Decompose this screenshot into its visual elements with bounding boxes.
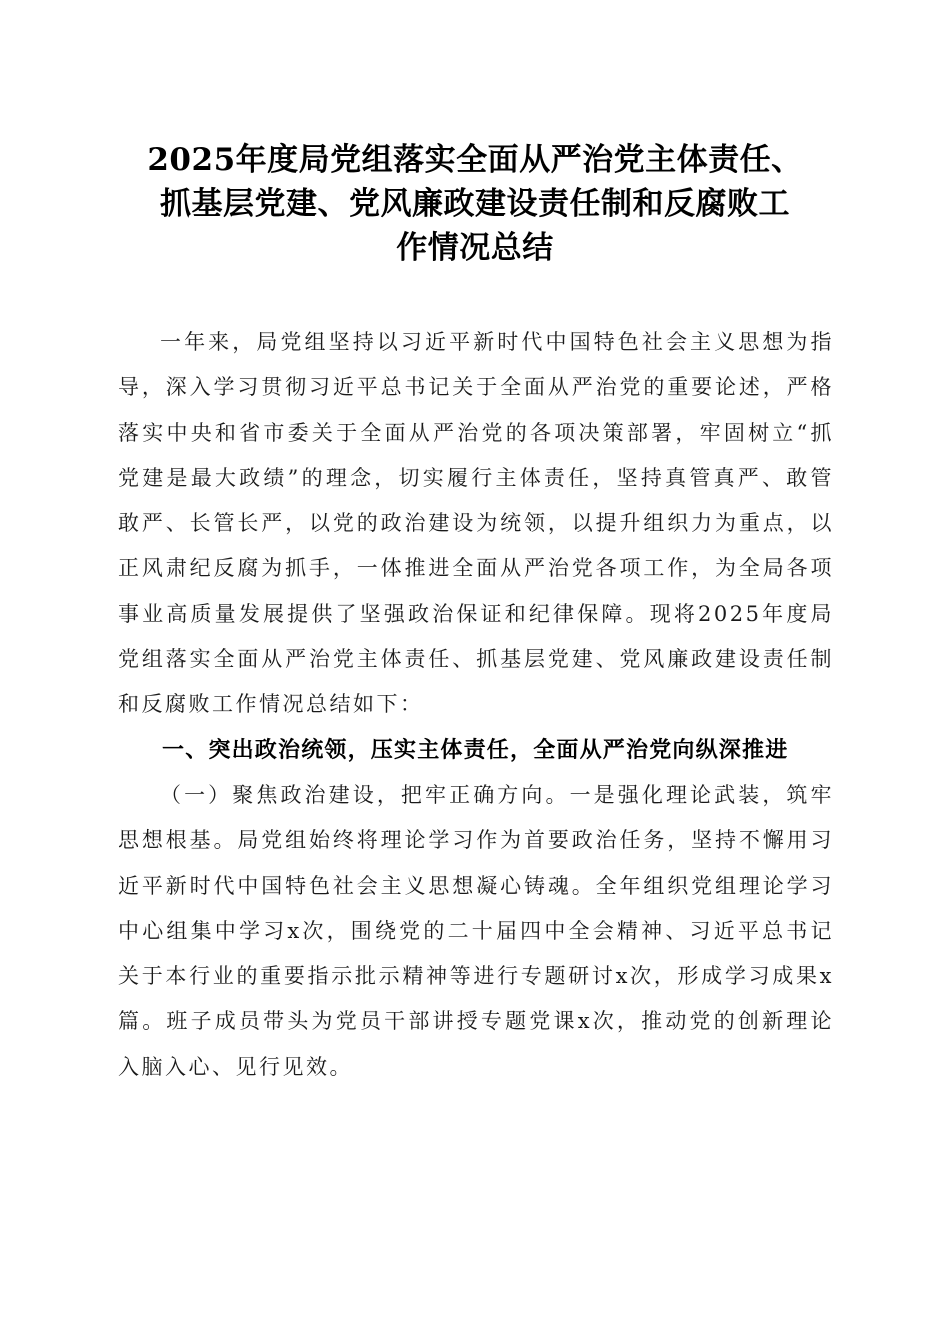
section-1-heading: 一、突出政治统领，压实主体责任，全面从严治党向纵深推进 <box>162 737 789 763</box>
title-line-3: 作情况总结 <box>396 230 554 266</box>
title-line-2: 抓基层党建、党风廉政建设责任制和反腐败工 <box>160 186 790 222</box>
document-title <box>110 138 840 270</box>
section-1-paragraph-1: （一）聚焦政治建设，把牢正确方向。一是强化理论武装，筑牢思想根基。局党组始终将理论学习作为首要政治任务，坚持不懈用习近平新时代中国特色社会主义思想凝心铸魂。全年组织党组理论学习中心组集中学习x次，围绕党的二十届四中全会精神、习近平总书记关于本行业的重要指示批示精神等进行专题研讨x次，形成学习成果x篇。班子成员带头为党员干部讲授专题党课x次，推动党的创新理论入脑入心、见行见效。 <box>118 782 834 1079</box>
document-body <box>118 320 834 1090</box>
title-line-1: 2025年度局党组落实全面从严治党主体责任、 <box>147 142 803 178</box>
intro-paragraph: 一年来，局党组坚持以习近平新时代中国特色社会主义思想为指导，深入学习贯彻习近平总书记关于全面从严治党的重要论述，严格落实中央和省市委关于全面从严治党的各项决策部署，牢固树立“抓党建是最大政绩”的理念，切实履行主体责任，坚持真管真严、敢管敢严、长管长严，以党的政治建设为统领，以提升组织力为重点，以正风肃纪反腐为抓手，一体推进全面从严治党各项工作，为全局各项事业高质量发展提供了坚强政治保证和纪律保障。现将2025年度局党组落实全面从严治党主体责任、抓基层党建、党风廉政建设责任制和反腐败工作情况总结如下： <box>118 330 834 717</box>
